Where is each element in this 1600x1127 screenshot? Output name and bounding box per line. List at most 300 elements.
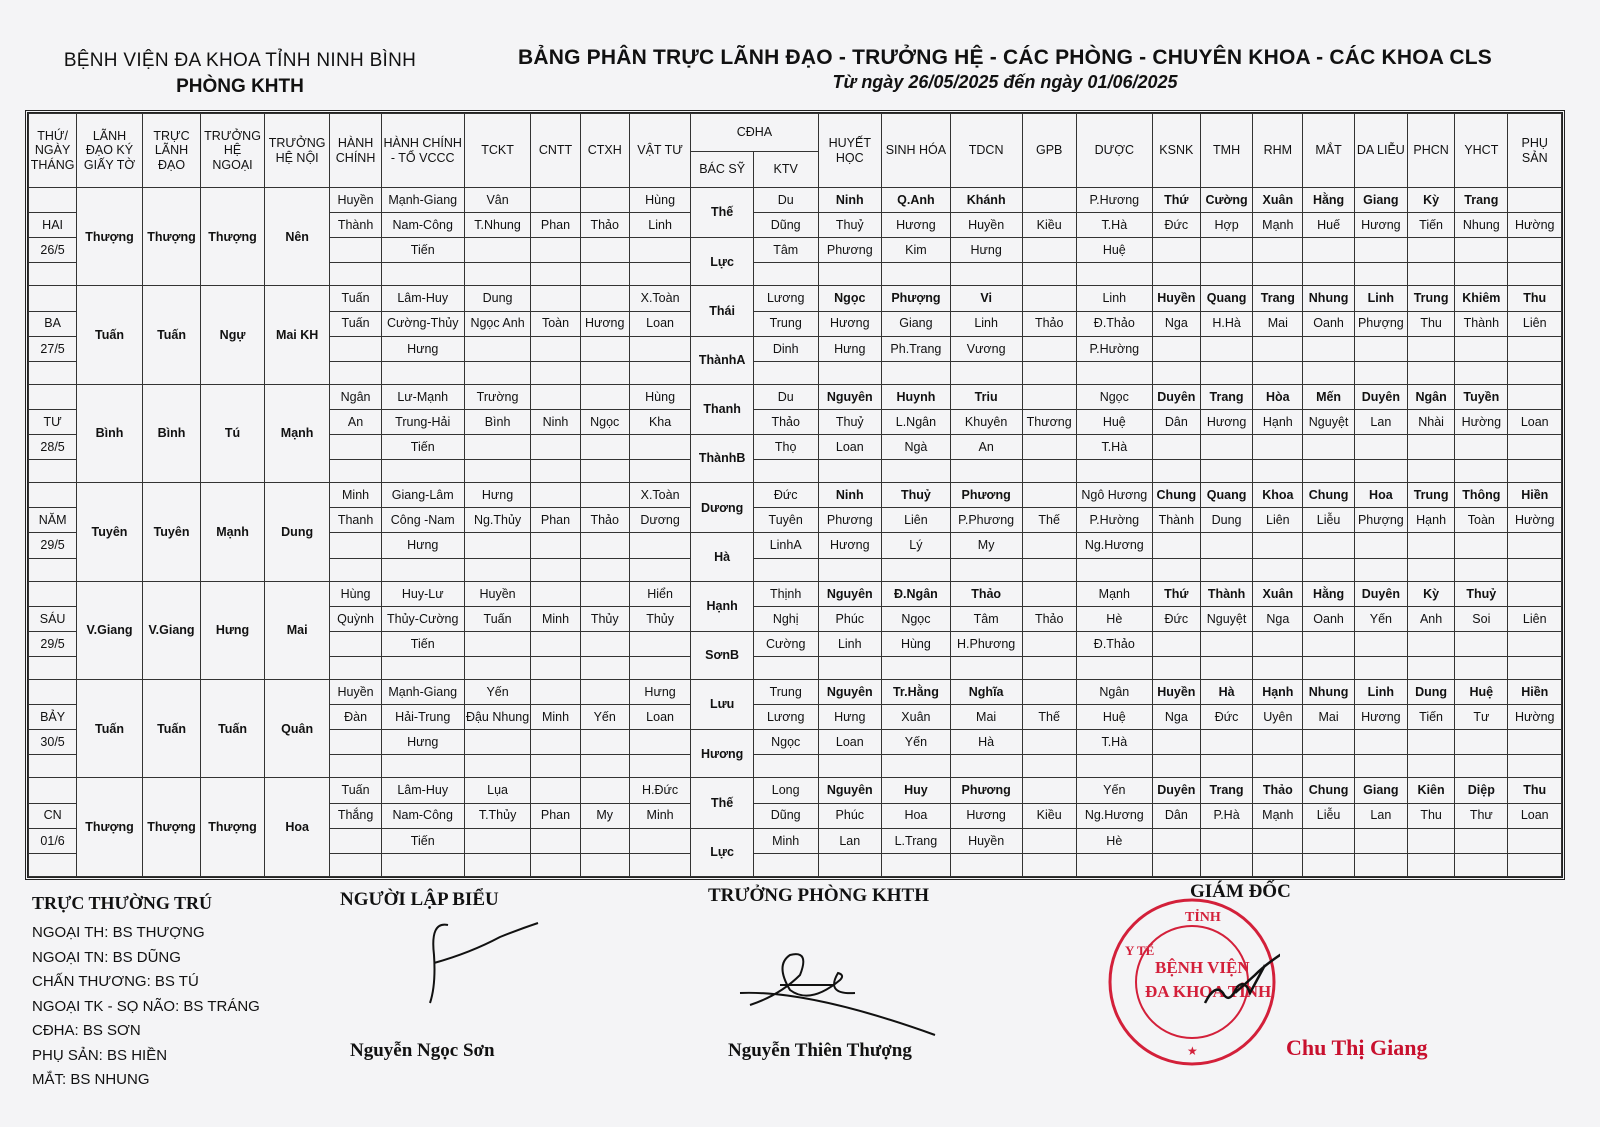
cell-huyet-hoc: Hương <box>818 533 882 558</box>
table-cell <box>882 558 951 581</box>
cell-hanh-chinh: Hùng <box>330 581 381 606</box>
cell-hanh-chinh-vccc: Giang-Lâm <box>381 483 464 508</box>
table-cell <box>531 361 580 384</box>
cell-gpb: Thế <box>1022 508 1076 533</box>
table-cell <box>1455 730 1508 755</box>
day-cell <box>29 853 77 876</box>
table-cell <box>330 853 381 876</box>
cell-da-lieu: Hoa <box>1354 483 1407 508</box>
cell-duoc: T.Hà <box>1076 435 1152 460</box>
table-cell <box>1022 263 1076 286</box>
cell-ksnk: Duyên <box>1152 778 1200 803</box>
day-cell <box>29 460 77 483</box>
table-cell <box>1152 631 1200 656</box>
table-cell <box>330 755 381 778</box>
truong-phong-name: Nguyễn Thiên Thượng <box>728 1040 912 1061</box>
cell-sinh-hoa: Thuỷ <box>882 483 951 508</box>
cell-ksnk: Huyền <box>1152 286 1200 311</box>
table-cell <box>1408 238 1455 263</box>
cell-ksnk: Duyên <box>1152 384 1200 409</box>
table-cell <box>1455 238 1508 263</box>
cell-mat: Liễu <box>1303 803 1354 828</box>
giam-doc-title: GIÁM ĐỐC <box>1190 881 1291 902</box>
cell-cntt <box>531 483 580 508</box>
cell-mat: Liễu <box>1303 508 1354 533</box>
cell-tckt: Yến <box>464 680 531 705</box>
table-cell <box>1303 533 1354 558</box>
col-vat-tu: VẬT TƯ <box>629 114 691 188</box>
cell-tdcn: H.Phương <box>950 631 1022 656</box>
table-cell <box>950 853 1022 876</box>
table-cell <box>1508 657 1562 680</box>
table-cell <box>1152 361 1200 384</box>
cell-tmh: Quang <box>1200 483 1252 508</box>
signature-nguoi-lap-bieu <box>420 915 550 1005</box>
table-cell <box>1253 730 1303 755</box>
table-cell <box>381 263 464 286</box>
cell-sinh-hoa: L.Trang <box>882 828 951 853</box>
table-cell <box>753 657 818 680</box>
cell-duoc: Linh <box>1076 286 1152 311</box>
cell-duoc: T.Hà <box>1076 730 1152 755</box>
table-cell <box>1354 730 1407 755</box>
cell-sinh-hoa: Lý <box>882 533 951 558</box>
cell-yhct: Toàn <box>1455 508 1508 533</box>
table-cell <box>1408 435 1455 460</box>
cell-hanh-chinh <box>330 533 381 558</box>
table-cell <box>464 657 531 680</box>
cell-hanh-chinh: Tuấn <box>330 286 381 311</box>
truc-thuong-tru-list <box>32 921 260 1093</box>
cell-gpb: Kiều <box>1022 213 1076 238</box>
signature-truong-phong <box>720 935 950 1045</box>
table-cell <box>1303 263 1354 286</box>
truc-thuong-tru-title: TRỰC THƯỜNG TRÚ <box>32 893 213 913</box>
cell-huyet-hoc: Phúc <box>818 803 882 828</box>
day-cell <box>29 286 77 311</box>
table-cell <box>629 853 691 876</box>
cell-huyet-hoc: Hương <box>818 311 882 336</box>
cell-phu-san: Loan <box>1508 409 1562 434</box>
table-cell <box>1508 631 1562 656</box>
cell-cntt: Phan <box>531 803 580 828</box>
cell-hanh-chinh-vccc: Mạnh-Giang <box>381 680 464 705</box>
cell-ctxh: Yến <box>580 705 629 730</box>
cell-cntt <box>531 730 580 755</box>
cell-hanh-chinh: Tuấn <box>330 311 381 336</box>
table-cell <box>1303 460 1354 483</box>
cell-tckt: Dung <box>464 286 531 311</box>
header-right <box>470 46 1540 93</box>
cell-duoc: Ngân <box>1076 680 1152 705</box>
col-yhct: YHCT <box>1455 114 1508 188</box>
cell-vat-tu: Kha <box>629 409 691 434</box>
cell-gpb <box>1022 581 1076 606</box>
table-cell <box>1508 435 1562 460</box>
table-cell <box>950 558 1022 581</box>
table-row <box>29 188 1562 213</box>
cell-ctxh: Ngọc <box>580 409 629 434</box>
table-cell <box>464 361 531 384</box>
cell-mat: Mai <box>1303 705 1354 730</box>
cell-ctxh <box>580 730 629 755</box>
cell-tdcn: Khuyên <box>950 409 1022 434</box>
table-cell <box>1253 828 1303 853</box>
table-cell <box>818 460 882 483</box>
cell-tckt: Tuấn <box>464 606 531 631</box>
cell-mat: Nhung <box>1303 680 1354 705</box>
cell-huyet-hoc: Phương <box>818 238 882 263</box>
cell-ktv: Tuyên <box>753 508 818 533</box>
table-cell <box>1303 238 1354 263</box>
table-cell <box>1076 361 1152 384</box>
cell-ksnk: Thứ <box>1152 188 1200 213</box>
cell-gpb <box>1022 336 1076 361</box>
cell-truc-lanh-dao: Thượng <box>142 778 200 877</box>
cell-yhct: Tuyền <box>1455 384 1508 409</box>
table-cell <box>1253 336 1303 361</box>
cell-gpb <box>1022 680 1076 705</box>
cell-cntt: Phan <box>531 508 580 533</box>
cell-huyet-hoc: Phương <box>818 508 882 533</box>
table-cell <box>1354 460 1407 483</box>
cell-gpb <box>1022 384 1076 409</box>
cell-huyet-hoc: Hưng <box>818 336 882 361</box>
cell-phcn: Ngân <box>1408 384 1455 409</box>
cell-phcn: Kỳ <box>1408 581 1455 606</box>
table-cell <box>1455 263 1508 286</box>
table-cell <box>1303 361 1354 384</box>
table-cell <box>1354 336 1407 361</box>
cell-da-lieu: Hương <box>1354 705 1407 730</box>
table-cell <box>1408 558 1455 581</box>
cell-gpb <box>1022 730 1076 755</box>
cell-tckt <box>464 238 531 263</box>
cell-hanh-chinh: Huyền <box>330 680 381 705</box>
cell-tckt: Lụa <box>464 778 531 803</box>
table-cell <box>753 361 818 384</box>
cell-tdcn: Tâm <box>950 606 1022 631</box>
cell-lanh-dao-ky: Thượng <box>77 778 143 877</box>
cell-ktv: Thịnh <box>753 581 818 606</box>
cell-vat-tu: Dương <box>629 508 691 533</box>
cell-tmh: P.Hà <box>1200 803 1252 828</box>
cell-bac-sy: Hương <box>691 730 754 778</box>
cell-truong-he-ngoai: Tuấn <box>201 680 265 778</box>
cell-vat-tu <box>629 238 691 263</box>
table-cell <box>1253 755 1303 778</box>
cell-duoc: P.Hường <box>1076 508 1152 533</box>
cell-yhct: Tư <box>1455 705 1508 730</box>
cell-ksnk: Thành <box>1152 508 1200 533</box>
cell-hanh-chinh <box>330 828 381 853</box>
table-cell <box>882 361 951 384</box>
cell-gpb: Kiều <box>1022 803 1076 828</box>
cell-cntt <box>531 188 580 213</box>
table-cell <box>1152 460 1200 483</box>
cell-bac-sy: Lực <box>691 238 754 286</box>
cell-rhm: Hòa <box>1253 384 1303 409</box>
cell-duoc: Đ.Thảo <box>1076 311 1152 336</box>
cell-phcn: Dung <box>1408 680 1455 705</box>
table-cell <box>1455 435 1508 460</box>
table-cell <box>580 460 629 483</box>
table-cell <box>1303 657 1354 680</box>
schedule-table-frame <box>25 110 1565 880</box>
cell-tckt <box>464 533 531 558</box>
cell-ctxh: Thủy <box>580 606 629 631</box>
table-cell <box>330 657 381 680</box>
table-cell <box>1354 853 1407 876</box>
cell-tdcn: An <box>950 435 1022 460</box>
cell-vat-tu <box>629 533 691 558</box>
table-cell <box>1200 238 1252 263</box>
table-row <box>29 778 1562 803</box>
table-cell <box>531 657 580 680</box>
cell-tmh: H.Hà <box>1200 311 1252 336</box>
table-cell <box>1200 558 1252 581</box>
cell-phu-san <box>1508 581 1562 606</box>
cell-lanh-dao-ky: Tuấn <box>77 680 143 778</box>
table-cell <box>1455 361 1508 384</box>
cell-mat: Mến <box>1303 384 1354 409</box>
cell-mat: Chung <box>1303 483 1354 508</box>
day-cell <box>29 263 77 286</box>
cell-ksnk: Đức <box>1152 213 1200 238</box>
cell-huyet-hoc: Nguyên <box>818 384 882 409</box>
cell-sinh-hoa: Ph.Trang <box>882 336 951 361</box>
cell-hanh-chinh-vccc: Tiến <box>381 631 464 656</box>
cell-yhct: Thư <box>1455 803 1508 828</box>
cell-sinh-hoa: L.Ngân <box>882 409 951 434</box>
cell-ksnk: Chung <box>1152 483 1200 508</box>
cell-tmh: Hợp <box>1200 213 1252 238</box>
cell-rhm: Hạnh <box>1253 409 1303 434</box>
cell-hanh-chinh-vccc: Cường-Thủy <box>381 311 464 336</box>
table-cell <box>1455 460 1508 483</box>
table-cell <box>1408 828 1455 853</box>
cell-gpb <box>1022 483 1076 508</box>
cell-mat: Hằng <box>1303 188 1354 213</box>
cell-hanh-chinh-vccc: Trung-Hải <box>381 409 464 434</box>
table-cell <box>1152 558 1200 581</box>
cell-tmh: Hà <box>1200 680 1252 705</box>
cell-phu-san: Thu <box>1508 286 1562 311</box>
cell-duoc: Huệ <box>1076 409 1152 434</box>
cell-vat-tu: Loan <box>629 311 691 336</box>
cell-hanh-chinh: Thanh <box>330 508 381 533</box>
cell-ctxh <box>580 188 629 213</box>
cell-sinh-hoa: Liên <box>882 508 951 533</box>
cell-vat-tu: Hùng <box>629 384 691 409</box>
table-cell <box>1152 263 1200 286</box>
table-cell <box>1508 336 1562 361</box>
cell-da-lieu: Giang <box>1354 778 1407 803</box>
table-cell <box>1508 755 1562 778</box>
cell-phcn: Thu <box>1408 803 1455 828</box>
table-cell <box>1200 361 1252 384</box>
truong-phong-title: TRƯỞNG PHÒNG KHTH <box>708 885 929 906</box>
cell-cntt <box>531 533 580 558</box>
cell-phcn: Hạnh <box>1408 508 1455 533</box>
table-cell <box>580 361 629 384</box>
cell-vat-tu: X.Toàn <box>629 286 691 311</box>
cell-phcn: Thu <box>1408 311 1455 336</box>
table-cell <box>1200 435 1252 460</box>
table-cell <box>1508 361 1562 384</box>
table-cell <box>1253 853 1303 876</box>
cell-ktv: Minh <box>753 828 818 853</box>
cell-rhm: Uyên <box>1253 705 1303 730</box>
cell-huyet-hoc: Phúc <box>818 606 882 631</box>
table-cell <box>1152 435 1200 460</box>
cell-vat-tu: X.Toàn <box>629 483 691 508</box>
cell-gpb <box>1022 828 1076 853</box>
cell-gpb <box>1022 238 1076 263</box>
table-cell <box>882 853 951 876</box>
svg-text:ĐA KHOA TỈNH: ĐA KHOA TỈNH <box>1145 982 1272 1001</box>
cell-tdcn: Phương <box>950 483 1022 508</box>
cell-sinh-hoa: Phượng <box>882 286 951 311</box>
day-cell <box>29 657 77 680</box>
cell-tckt: Vân <box>464 188 531 213</box>
cell-tckt <box>464 631 531 656</box>
list-item: CHẤN THƯƠNG: BS TÚ <box>32 973 199 990</box>
table-cell <box>381 657 464 680</box>
cell-phu-san: Hường <box>1508 508 1562 533</box>
cell-phu-san: Hường <box>1508 213 1562 238</box>
cell-gpb <box>1022 435 1076 460</box>
cell-ctxh <box>580 435 629 460</box>
cell-bac-sy: Hà <box>691 533 754 581</box>
col-phu-san: PHỤ SẢN <box>1508 114 1562 188</box>
cell-ctxh <box>580 680 629 705</box>
day-cell <box>29 581 77 606</box>
cell-mat: Hằng <box>1303 581 1354 606</box>
cell-bac-sy: Lưu <box>691 680 754 730</box>
cell-duoc: Ng.Hương <box>1076 533 1152 558</box>
cell-ctxh <box>580 581 629 606</box>
list-item: PHỤ SẢN: BS HIỀN <box>32 1046 168 1064</box>
table-cell <box>531 460 580 483</box>
cell-duoc: Ngọc <box>1076 384 1152 409</box>
cell-phcn: Anh <box>1408 606 1455 631</box>
hospital-seal <box>1105 895 1280 1070</box>
giam-doc-name: Chu Thị Giang <box>1286 1035 1428 1060</box>
cell-sinh-hoa: Ngọc <box>882 606 951 631</box>
table-cell <box>1455 755 1508 778</box>
cell-yhct: Thông <box>1455 483 1508 508</box>
col-truong-he-ngoai: TRƯỞNG HỆ NGOẠI <box>201 114 265 188</box>
cell-phcn: Trung <box>1408 286 1455 311</box>
department-name: PHÒNG KHTH <box>176 76 304 97</box>
col-duoc: DƯỢC <box>1076 114 1152 188</box>
cell-tckt: Trường <box>464 384 531 409</box>
col-phcn: PHCN <box>1408 114 1455 188</box>
cell-cntt <box>531 680 580 705</box>
cell-bac-sy: SơnB <box>691 631 754 679</box>
table-cell <box>1076 460 1152 483</box>
table-cell <box>629 263 691 286</box>
cell-yhct: Khiêm <box>1455 286 1508 311</box>
cell-ctxh <box>580 238 629 263</box>
col-ctxh: CTXH <box>580 114 629 188</box>
cell-duoc: Ngô Hương <box>1076 483 1152 508</box>
cell-duoc: Huệ <box>1076 238 1152 263</box>
table-cell <box>818 853 882 876</box>
cell-tdcn: Huyền <box>950 828 1022 853</box>
cell-rhm: Hạnh <box>1253 680 1303 705</box>
table-cell <box>1200 657 1252 680</box>
cell-tdcn: Phương <box>950 778 1022 803</box>
cell-hanh-chinh-vccc: Lư-Mạnh <box>381 384 464 409</box>
cell-tckt <box>464 435 531 460</box>
table-row <box>29 483 1562 508</box>
col-tmh: TMH <box>1200 114 1252 188</box>
table-cell <box>1455 853 1508 876</box>
cell-da-lieu: Linh <box>1354 286 1407 311</box>
cell-ctxh <box>580 533 629 558</box>
table-cell <box>381 361 464 384</box>
day-name: HAI <box>29 213 77 238</box>
day-cell <box>29 483 77 508</box>
col-huyet-hoc: HUYẾT HỌC <box>818 114 882 188</box>
col-bac-sy: BÁC SỸ <box>691 152 754 188</box>
table-cell <box>629 755 691 778</box>
table-cell <box>1408 657 1455 680</box>
col-gpb: GPB <box>1022 114 1076 188</box>
cell-hanh-chinh-vccc: Hưng <box>381 336 464 361</box>
table-cell <box>531 755 580 778</box>
table-cell <box>580 558 629 581</box>
cell-gpb: Thảo <box>1022 311 1076 336</box>
cell-huyet-hoc: Ngọc <box>818 286 882 311</box>
table-cell <box>464 263 531 286</box>
cell-cntt <box>531 336 580 361</box>
cell-vat-tu <box>629 435 691 460</box>
cell-vat-tu: H.Đức <box>629 778 691 803</box>
cell-duoc: Yến <box>1076 778 1152 803</box>
cell-phcn: Trung <box>1408 483 1455 508</box>
cell-hanh-chinh: Tuấn <box>330 778 381 803</box>
table-cell <box>1408 533 1455 558</box>
cell-ctxh <box>580 384 629 409</box>
table-cell <box>1408 460 1455 483</box>
cell-huyet-hoc: Linh <box>818 631 882 656</box>
table-cell <box>381 853 464 876</box>
table-cell <box>1200 460 1252 483</box>
table-cell <box>1200 336 1252 361</box>
cell-ctxh: Thảo <box>580 508 629 533</box>
cell-rhm: Mạnh <box>1253 213 1303 238</box>
cell-cntt <box>531 286 580 311</box>
cell-ctxh: My <box>580 803 629 828</box>
table-cell <box>1508 263 1562 286</box>
cell-hanh-chinh: Minh <box>330 483 381 508</box>
cell-sinh-hoa: Đ.Ngân <box>882 581 951 606</box>
table-cell <box>818 263 882 286</box>
svg-text:★: ★ <box>1187 1044 1198 1058</box>
cell-duoc: P.Hường <box>1076 336 1152 361</box>
table-cell <box>1152 730 1200 755</box>
cell-mat: Nhung <box>1303 286 1354 311</box>
table-cell <box>1354 828 1407 853</box>
table-cell <box>1455 558 1508 581</box>
cell-phu-san <box>1508 188 1562 213</box>
table-cell <box>1200 631 1252 656</box>
cell-ktv: Du <box>753 384 818 409</box>
table-body <box>29 188 1562 877</box>
